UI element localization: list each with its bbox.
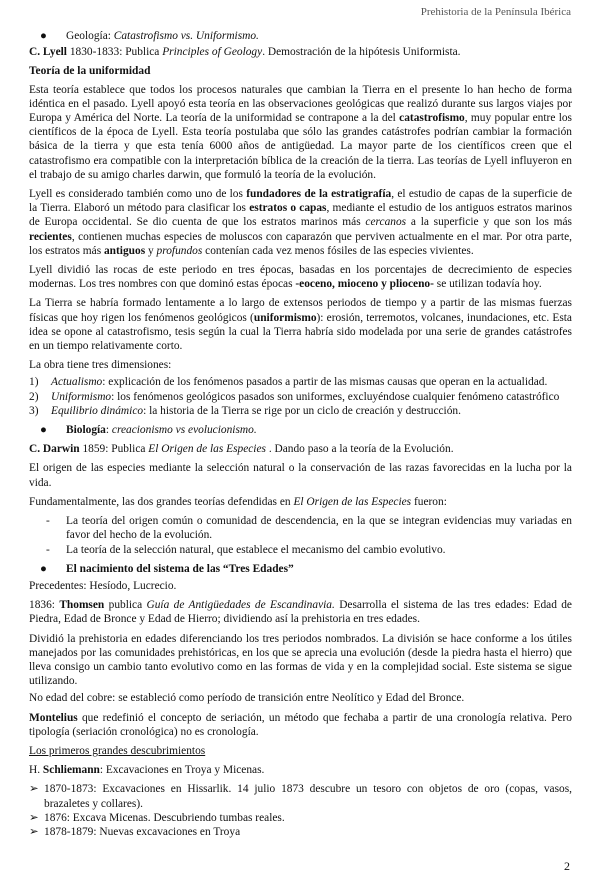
dash-item-1 (46, 514, 572, 542)
paragraph-uniformidad (29, 83, 572, 182)
text-run: La obra tiene tres dimensiones: (29, 359, 172, 372)
section-heading-uniformidad (29, 64, 572, 78)
paragraph-thomsen (29, 598, 572, 626)
text-run: : Excavaciones en Troya y Micenas. (99, 764, 265, 777)
text-run: fueron: (411, 495, 447, 508)
text-run: publica (104, 599, 147, 612)
section-heading-descubrimientos (29, 744, 572, 758)
text-run: , muy popular entre los científicos de la época de Lyell. Esta teoría postulaba que sólo las grandes catástrofes podrían cambiar la formación básica de la tierra y que esta tenía 6000 años de antigüedad. La mayor parte de los científicos creen que el catastrofismo era compatible con la interpretación bíblica de la creación de la tierra. Las teorías de Lyell influyeron en el trabajo de su amigo charles darwin, que formuló la teoría de la evolución. (29, 112, 572, 181)
text-run: El Origen de las Especies (148, 443, 266, 456)
arrow-bullet-icon: ➢ (29, 825, 39, 838)
text-run: Geología: (66, 30, 114, 42)
text-run: El nacimiento del sistema de las “Tres Edades” (66, 562, 294, 575)
bullet-biologia (40, 423, 572, 437)
text-run: que redefinió el concepto de seriación, un método que fechaba a partir de una cronología relativa. Pero tipología (seriación cronológica) no es cronología. (29, 711, 572, 738)
text-run: : (105, 424, 112, 437)
text-run: , contienen muchas especies de moluscos con caparazón que perviven actualmente en el mar. Por otra parte, los estratos más (29, 230, 572, 257)
text-run: se utilizan todavía hoy. (433, 278, 542, 291)
paragraph-origen (29, 461, 572, 489)
page-number: 2 (564, 859, 570, 873)
text-run: : los fenómenos geológicos pasados son uniformes, excluyéndose cualquier fenómeno catastrófico (111, 390, 560, 403)
text-run: La teoría de la selección natural, que establece el mecanismo del cambio evolutivo. (66, 543, 446, 556)
list-marker: 2) (29, 390, 39, 403)
text-run: No edad del cobre: se estableció como período de transición entre Neolítico y Edad del Bronce. (29, 692, 465, 705)
arrow-item-2 (29, 811, 572, 825)
darwin-line (29, 442, 572, 456)
text-run: uniformismo (253, 311, 317, 324)
text-run: -eoceno, mioceno y plioceno- (295, 278, 434, 291)
bullet-geologia (40, 29, 572, 43)
text-run: contenían cada vez menos fósiles de las especies vivientes. (202, 244, 474, 257)
text-run: 1830-1833: Publica (66, 46, 163, 59)
text-run: Lyell es considerado también como uno de los (29, 188, 247, 201)
text-run: Teoría de la uniformidad (29, 65, 151, 78)
text-run: profundos (156, 244, 203, 257)
text-run: . Demostración de la hipótesis Uniformista. (262, 46, 461, 59)
text-run: Thomsen (59, 599, 105, 612)
text-run: Biología (66, 424, 106, 437)
text-run: antiguos (103, 244, 146, 257)
text-run: Catastrofismo vs. Uniformismo. (113, 30, 259, 42)
text-run: a la superficie y que son los más (406, 216, 572, 229)
text-run: : la historia de la Tierra se rige por un ciclo de creación y destrucción. (143, 404, 461, 417)
text-run: creacionismo vs evolucionismo. (111, 424, 257, 437)
text-run: , mediante el estudio de los antiguos estratos marinos de Europa occidental. Se dio cuenta de que los estratos marinos más (29, 202, 573, 229)
arrow-bullet-icon: ➢ (29, 811, 39, 824)
text-run: Dividió la prehistoria en edades diferenciando los tres periodos nombrados. La división se hace conforme a los útiles manejados por las comunidades prehistóricas, en los que se aprecia una evolución (desde la piedra hasta el hierro) que lleva consigo un cambio tanto evolutivo como en las formas de vida y en la complejidad social. Este sistema se sigue utilizando. (29, 632, 572, 688)
text-run: Montelius (29, 711, 78, 724)
text-run: C. Darwin (29, 443, 80, 456)
text-run: C. Lyell (29, 46, 67, 59)
dash-item-2 (46, 543, 572, 557)
text-run: 1836: (29, 599, 60, 612)
text-run: El Origen de las Especies (293, 495, 412, 508)
text-run: Esta teoría establece que todos los procesos naturales que cambian la Tierra en el presente lo han hecho de forma idéntica en el pasado. Lyell apoyó esta teoría en las observaciones geológicas que realizó durante sus largos viajes por Europa y América del Norte. La teoría de la uniformidad se contrapone a la del (29, 83, 572, 125)
arrow-item-1 (29, 782, 572, 810)
arrow-bullet-icon: ➢ (29, 783, 39, 796)
text-run: Actualismo (51, 376, 103, 389)
paragraph-precedentes (29, 579, 572, 593)
bullet-tres-edades (40, 562, 572, 576)
list-item-1 (29, 375, 572, 389)
paragraph-estratigrafia (29, 187, 572, 258)
text-run: Lyell dividió las rocas de este periodo en tres épocas, basadas en los porcentajes de decrecimiento de especies modernas. Los tres nombres con que dominó estas épocas (29, 264, 572, 291)
paragraph-fundamentalmente (29, 495, 572, 509)
text-run: Fundamentalmente, las dos grandes teorías defendidas en (29, 495, 294, 508)
text-run: Equilibrio dinámico (51, 404, 144, 417)
list-marker: 3) (29, 404, 39, 417)
paragraph-montelius (29, 711, 572, 739)
lyell-line (29, 45, 572, 59)
text-run: cercanos (365, 216, 407, 229)
text-run: estratos o capas (249, 202, 327, 215)
paragraph-schliemann (29, 763, 572, 777)
text-run: 1876: Excava Micenas. Descubriendo tumbas reales. (44, 811, 285, 824)
list-marker: - (46, 543, 50, 556)
arrow-item-3 (29, 825, 572, 839)
paragraph-cobre (29, 691, 572, 705)
text-run: recientes (29, 230, 72, 243)
text-run: 1870-1873: Excavaciones en Hissarlik. 14 julio 1873 descubre un tesoro con objetos de oro (copas, vasos, brazaletes y collares). (44, 783, 572, 810)
paragraph-epocas (29, 263, 572, 291)
list-marker: - (46, 515, 50, 528)
list-marker: 1) (29, 376, 39, 389)
text-run: Precedentes: Hesíodo, Lucrecio. (29, 579, 177, 592)
text-run: H. (29, 764, 43, 777)
bullet-icon: ● (40, 30, 47, 42)
text-run: La Tierra se habría formado lentamente a lo largo de extensos periodos de tiempo y a partir de las mismas fuerzas físicas que hoy rigen los fenómenos geológicos ( (29, 297, 572, 324)
paragraph-dimensiones (29, 358, 572, 372)
text-run: 1878-1879: Nuevas excavaciones en Troya (44, 825, 241, 838)
text-run: El origen de las especies mediante la selección natural o la conservación de las razas favorecidas en la lucha por la vida. (29, 462, 572, 489)
text-run: 1859: Publica (79, 443, 149, 456)
text-run: La teoría del origen común o comunidad de descendencia, en la que se integran evidencias muy variadas en favor del hecho de la evolución. (66, 515, 572, 542)
bullet-icon: ● (40, 562, 47, 575)
paragraph-uniformismo (29, 296, 572, 353)
text-run: ): erosión, terremotos, volcanes, inundaciones, etc. Esta idea se opone al catastrofismo, tesis según la cual la Tierra habría sido modelada por una serie de grandes catástrofes en un tiempo relativamente corto. (29, 311, 572, 353)
text-run: Guía de Antigüedades de Escandinavia. (146, 599, 335, 612)
text-run: . Dando paso a la teoría de la Evolución. (265, 443, 454, 456)
text-run: , el estudio de capas de la superficie de la Tierra. Elaboró un método para clasificar los (29, 188, 573, 215)
text-run: Principles of Geology (162, 46, 263, 59)
text-run: Uniformismo (51, 390, 112, 403)
list-item-2 (29, 390, 572, 404)
text-run: Schliemann (42, 764, 100, 777)
text-run: Los primeros grandes descubrimientos (29, 744, 206, 757)
text-run: fundadores de la estratigrafía (246, 188, 392, 201)
text-run: catastrofismo (399, 112, 465, 125)
text-run: y (145, 244, 157, 257)
running-header: Prehistoria de la Península Ibérica (420, 6, 571, 18)
paragraph-dividio (29, 632, 572, 689)
list-item-3 (29, 404, 572, 418)
text-run: : explicación de los fenómenos pasados a partir de las mismas causas que operan en la actualidad. (102, 376, 548, 389)
text-run: Desarrolla el sistema de las tres edades: Edad de Piedra, Edad de Bronce y Edad de Hierro; dividiendo así la prehistoria en tres edades. (29, 599, 572, 626)
bullet-icon: ● (40, 424, 47, 437)
